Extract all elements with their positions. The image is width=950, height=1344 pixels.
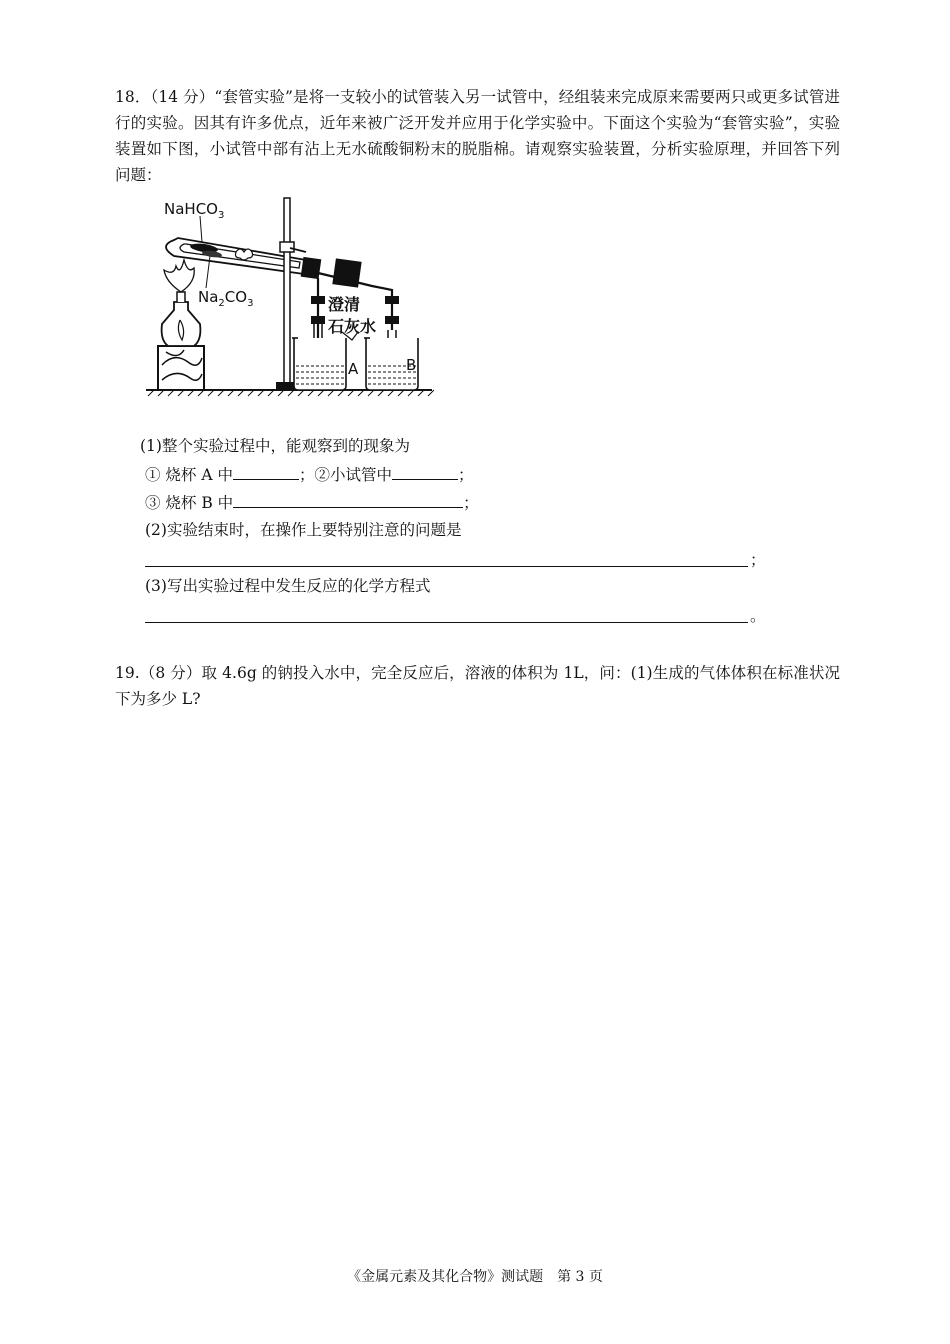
sub-question-3-end: 。 [750,607,766,625]
page-footer: 《金属元素及其化合物》测试题 第 3 页 [347,1269,603,1285]
na2co3-label: $Na_2CO_3$ [198,288,254,309]
sub-question-1-line-1: ① 烧杯 A 中 ；②小试管中 ； [145,466,474,484]
inner-stopper [301,257,322,279]
answer-blank-beaker-a[interactable] [233,464,299,480]
nahco3-label: NaHCO$_3$ [164,200,225,221]
answer-line-sub-question-2[interactable] [145,566,748,567]
sub-question-2-title: (2)实验结束时，在操作上要特别注意的问题是 [145,521,462,539]
limewater-label-line1: 澄清 [328,295,361,314]
sub-question-3-title: (3)写出实验过程中发生反应的化学方程式 [145,577,431,595]
question-18-stem: 18．（14 分）“套管实验”是将一支较小的试管装入另一试管中，经组装来完成原来需要两只或更多试管进行的实验。因其有许多优点，近年来被广泛开发并应用于化学实验中。下面这个实验为“套管实验”，实验装置如下图，小试管中部有沾上无水硫酸铜粉末的脱脂棉。请观察实验装置，分析实验原理，并回答下列问题： [115,88,840,184]
flame-icon [164,260,194,292]
sub-question-1-line-2: ③ 烧杯 B 中 ； [145,494,479,512]
beaker-a [294,338,346,390]
sleeve-experiment-apparatus [144,190,444,405]
beaker-b-label: B [406,356,417,374]
sub-question-1-title: (1)整个实验过程中，能观察到的现象为 [140,437,410,455]
answer-blank-beaker-b[interactable] [233,492,463,508]
answer-line-sub-question-3[interactable] [145,622,748,623]
iron-stand-rod [284,198,290,384]
beaker-a-label: A [348,360,359,378]
limewater-label-line2: 石灰水 [328,317,377,336]
sub-question-2-end: ； [750,551,766,569]
answer-blank-small-tube[interactable] [392,464,458,480]
clamp [280,242,294,252]
question-19-stem: 19.（8 分）取 4.6g 的钠投入水中，完全反应后，溶液的体积为 1L，问：(1)生成的气体体积在标准状况下为多少 L? [115,664,840,708]
